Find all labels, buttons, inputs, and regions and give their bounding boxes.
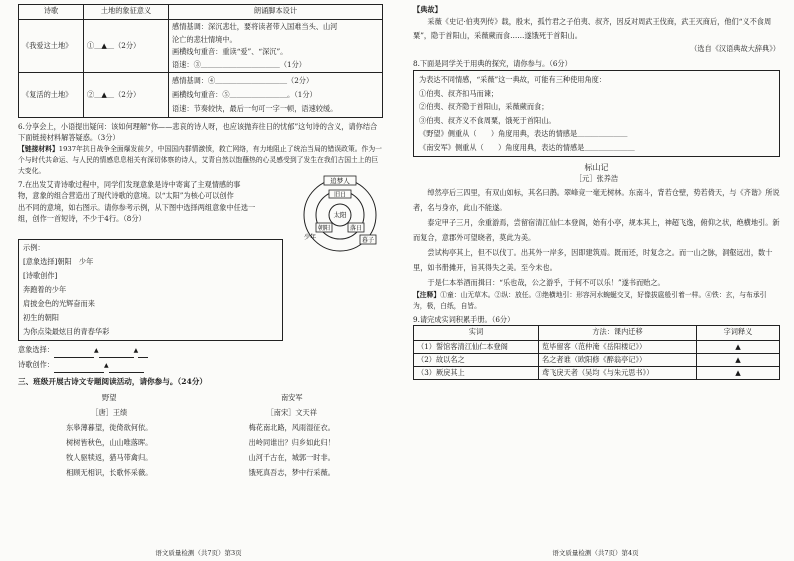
poem-title: 《复活的土地》 [19,73,84,118]
q7-line: 7.在出发艾青诗歌过程中，同学们发现意象是诗中寄寓了主观情感的事 [18,179,241,189]
table-header: 诗歌 [19,5,84,20]
diagram-label: 追梦人 [330,176,350,185]
poem-line: 东皋薄暮望，徙倚欲何依。 [66,422,153,432]
question-6: 6.分享会上，小语提出疑问：该如何理解“你——悲哀的诗人呀，也应该抛弃往日的忧郁”这句诗的含义，请你结合下面链接材料解答疑惑。（3分） [18,122,378,143]
section-3-heading: 三、班级开展古诗文专题阅读活动，请你参与。（24分） [18,376,208,386]
example-line: [意象选择]朝阳 少年 [23,256,94,266]
poem-yewang [18,390,201,480]
answer-blank[interactable]: 《南安军》侧重从（ ）角度用典，表达的情感是＿＿＿＿＿＿＿ [419,142,635,152]
notes-text: ①童：山无草木。②纵：放任。③绝横地引：形容河水蜿蜒交叉，好像拔扈般引着一样。④铁：玄，与布承引为，极，白纸，自皆。 [413,290,767,310]
table-header: 朗诵脚本设计 [169,5,383,20]
essay-paragraph: 绰然亭后三四里，有双山如标，其名曰鹊。翠峰竞一毫无树林。东南斗，背若仓壁，势若倚天，与《齐谐》所说者，名与身亦，此山不能遂。 [413,187,780,212]
example-line: 奔跑着的少年 [23,284,67,294]
answer-blank[interactable]: ▲ [697,341,780,354]
diagram-label: 旧日 [333,191,347,199]
answer-blank[interactable]: ▲ [697,354,780,367]
essay-body [413,185,780,290]
script-line: 画横线句重音：重读“爱”、“深沉”。 [172,47,288,56]
table-row [414,367,780,380]
answer-blank[interactable]: 画横线句重音：⑤＿＿＿＿＿＿＿＿。（1分） [172,90,317,99]
question-7 [18,179,293,225]
field-label: 诗歌创作： [18,359,54,369]
answer-blank[interactable]: 感情基调：④＿＿＿＿＿＿＿＿＿＿（2分） [172,76,314,85]
diagram-label: 朝阳 [317,224,331,232]
q7-line: 组，创作一首短诗，不少于4行。（8分） [18,214,146,224]
diagram-label: 落日 [349,224,363,232]
table-cell: 名之者谁（欧阳修《醉翁亭记》） [539,354,697,367]
table-cell: （2）故以名之 [414,354,539,367]
question-8: 8.下面是同学关于用典的探究，请你参与。（6分） [413,58,572,68]
essay-title: 标山记 [584,163,609,173]
answer-blank[interactable]: ②＿▲＿（2分） [84,73,169,118]
table-cell: 览毕留客（范仲淹《岳阳楼记》） [539,341,697,354]
example-line: 初生的朝阳 [23,312,59,322]
example-title: 示例： [23,242,45,252]
answer-blank[interactable]: 语速：③＿＿＿＿＿＿＿＿＿＿＿（1分） [172,59,306,69]
answer-blank[interactable]: ▲ [697,367,780,380]
essay-paragraph: 尝试构亭其上，但不以伐丁。出其外一岸多，因即建筑焉。既而还，时复念之。而一山之脉，洞壑远出，数十里，如书册摊开，旨其得失之美。至今未也。 [413,247,773,272]
q7-line: 物，意象的组合营造出了现代诗歌的意境。以“太阳”为核心可以创作 [18,191,234,201]
imagery-select-field[interactable]: 意象选择： ▲ ▲ [18,343,383,358]
poem-line: 出岭同谁出？归乡如此归！ [248,437,335,447]
diagram-label: 少年 [303,233,317,241]
example-line: [诗歌创作] [23,270,58,280]
page-footer: 语文质量检测（共7页）第4页 [552,549,639,557]
example-box [18,239,283,341]
poem-author: ［唐］王绩 [91,407,128,417]
q7-line: 出不同的意境，如右图示。请你参考示例，从下图中选择两组意象中任选一 [18,202,256,212]
field-label: 意象选择： [18,344,54,354]
table-header: 土地的象征意义 [84,5,169,20]
essay-paragraph: 泰定甲子三月，余重游焉，尝留宿清江仙仁本登阁，始有小亭，规本其上，神超飞逸，俯仰之状，绝横地引。新而复合，意郡外可望晓者，莫此为美。 [413,217,780,242]
poem-title: 野望 [102,392,117,402]
table-row [414,341,780,354]
allusion-source: （选自《汉语典故大辞典》） [690,44,780,54]
link-label: 【链接材料】 [18,144,59,153]
poem-write-field[interactable]: 诗歌创作： ▲ [18,358,383,373]
table-row [19,73,383,118]
table-header: 实词 [414,326,539,341]
table-cell: （1）誓馆客清江仙仁本登阁 [414,341,539,354]
q8-line: ①伯夷、叔齐扣马而谏； [419,88,499,98]
page-4 [397,0,794,561]
link-text: 1937年抗日战争全面爆发前夕，中国国内群情激愤，救亡网络，有力地阻止了统治当局的错误政策。作为一个与时代共命运、与人民的情感息息相关有深切体察的诗人，艾青自然以饱蘸热的心灵感受到了发生在我们古国土上的巨大变化。 [18,144,382,175]
answer-blank[interactable]: 《野望》侧重从（ ）角度用典，表达的情感是＿＿＿＿＿＿＿ [419,129,628,139]
question-9: 9.请完成实词积累手册。（6分） [413,314,515,324]
allusion-title: 【典故】 [413,5,442,14]
q8-line: ③伯夷、叔齐义不食周粟，饿死于首阳山。 [419,115,556,125]
poem-title: 南安军 [280,392,303,402]
table-cell: 鸢飞戾天者（吴均《与朱元思书》） [539,367,697,380]
sun-imagery-diagram [300,173,380,253]
poem-line: 梅花南北路，风雨湿征衣。 [248,422,335,432]
poem-line: 树树皆秋色，山山唯落晖。 [66,437,153,447]
table-cell: （3）厥戾其上 [414,367,539,380]
notes-label: 【注释】 [413,290,441,299]
poem-line: 饿死真吾志，梦中行采薇。 [248,467,335,477]
diagram-label: 暮子 [361,236,375,244]
recitation-table [18,4,383,118]
page-footer: 语文质量检测（共7页）第3页 [155,549,242,557]
poem-line: 山河千古在，城郭一时非。 [248,452,335,462]
script-line: 沦亡的悲壮情境中。 [172,34,237,44]
essay-paragraph: 于是仁本举酒而揖曰：“乐也哉，公之游乎，于何不可以乐！”遂书而贻之。 [427,277,665,287]
example-line: 肩披金色的光辉奋而来 [23,298,95,308]
table-row [414,354,780,367]
answer-blank[interactable]: ①＿▲＿（2分） [84,20,169,73]
diagram-center: 太阳 [333,210,347,219]
script-line: 语速：节奏较快，最后一句可一字一顿，语速较缓。 [172,104,338,113]
allusion-text: 采薇《史记·伯夷列传》载，殷末，孤竹君之子伯夷、叔齐，因反对周武王伐商，武王灭商后，他们“义不食周粟”，隐于首阳山，采薇蕨而食……遂饿死于首阳山。 [413,17,772,41]
table-header: 字词释义 [697,326,780,341]
q8-box [413,70,780,157]
example-line: 为你点染最炫目的青春华彩 [23,326,110,336]
table-row [19,20,383,73]
poem-title: 《我爱这土地》 [19,20,84,73]
q8-line: ②伯夷、叔齐隐于首阳山，采薇蕨而食； [419,102,549,112]
q8-line: 为表达不同情感，“采薇”这一典故，可能有三种使用角度： [419,75,607,85]
script-line: 感情基调：深沉悲壮，要将读者带入国难当头、山河 [172,22,338,31]
essay-author: ［元］张养浩 [574,174,619,184]
table-header: 方法：课内迁移 [539,326,697,341]
vocab-table [413,325,780,380]
poem-line: 相顾无相识，长歌怀采薇。 [66,467,153,477]
poem-line: 牧人驱犊返，猎马带禽归。 [66,452,153,462]
poem-nananjun [201,390,384,480]
poem-author: ［南宋］文天祥 [266,407,317,417]
